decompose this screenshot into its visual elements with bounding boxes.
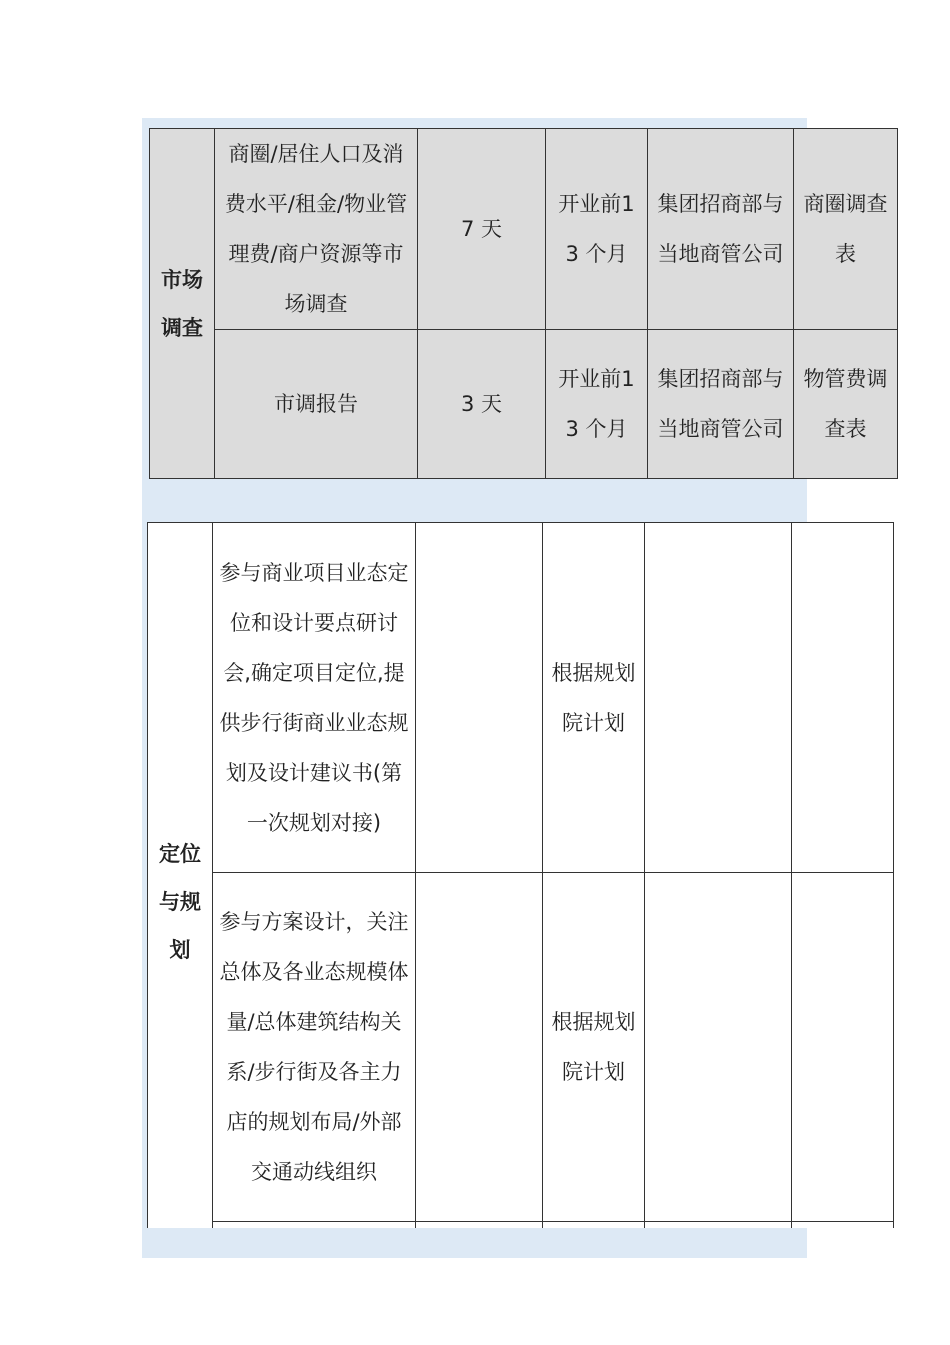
responsible-cell	[645, 873, 792, 1222]
task-cell: 市调报告	[215, 330, 418, 479]
task-cell: 参与商业项目业态定位和设计要点研讨会,确定项目定位,提供步行街商业业态规划及设计建议书(第一次规划对接)	[213, 523, 416, 873]
timing-cell: 根据规划院计划	[543, 523, 645, 873]
output-cell: 商圈调查表	[794, 129, 898, 330]
timing-cell: 根据规划院计划	[543, 873, 645, 1222]
timing-cell: 开业前13 个月	[546, 330, 648, 479]
duration-cell: 7 天	[418, 129, 546, 330]
output-cell	[792, 873, 894, 1222]
table-row	[150, 129, 898, 330]
responsible-cell: 集团招商部与当地商管公司	[648, 330, 794, 479]
market-research-table	[149, 128, 898, 479]
output-cell	[792, 523, 894, 873]
table-row	[150, 330, 898, 479]
responsible-cell	[645, 523, 792, 873]
duration-cell	[416, 873, 543, 1222]
duration-cell	[416, 523, 543, 873]
output-cell: 物管费调查表	[794, 330, 898, 479]
task-cell: 参与方案设计，关注总体及各业态规模体量/总体建筑结构关系/步行街及各主力店的规划布局/外部交通动线组织	[213, 873, 416, 1222]
duration-cell: 3 天	[418, 330, 546, 479]
table-row	[148, 1222, 894, 1229]
table-row	[148, 873, 894, 1222]
positioning-planning-table	[147, 522, 894, 1228]
planning-table-viewport	[147, 522, 897, 1228]
timing-cell: 开业前13 个月	[546, 129, 648, 330]
task-cell: 商圈/居住人口及消费水平/租金/物业管理费/商户资源等市场调查	[215, 129, 418, 330]
table-row	[148, 523, 894, 873]
responsible-cell: 集团招商部与当地商管公司	[648, 129, 794, 330]
category-cell: 市场调查	[150, 129, 215, 479]
category-cell: 定位与规划	[148, 523, 213, 1229]
